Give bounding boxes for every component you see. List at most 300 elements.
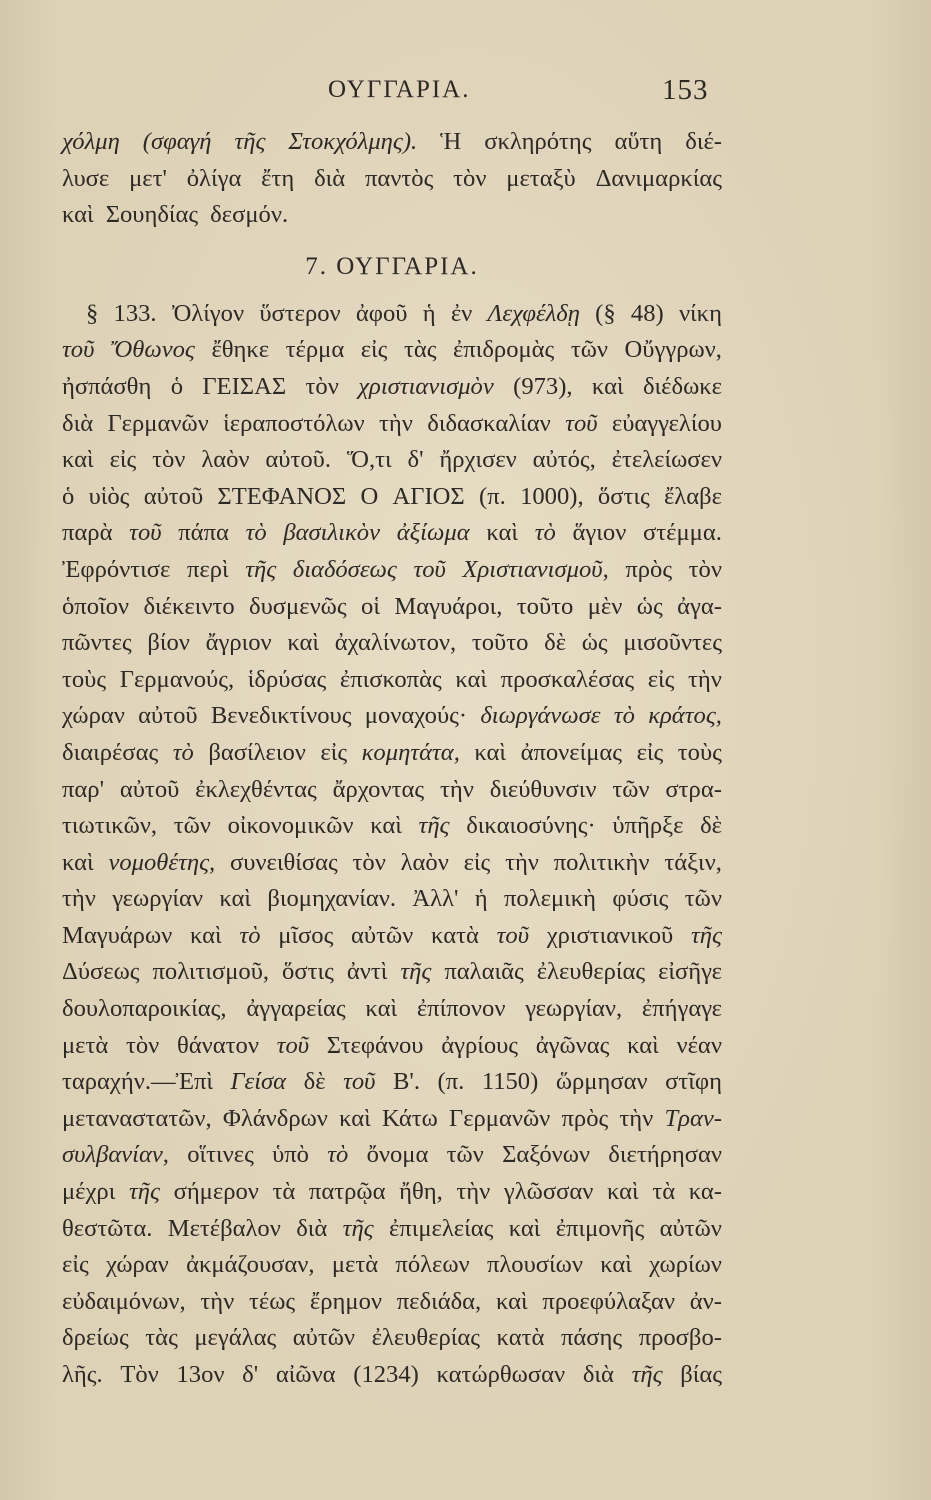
word: τὴν [379, 409, 413, 437]
word: παλαιᾶς [444, 958, 524, 986]
word: ἔρημον [309, 1287, 382, 1315]
word: τὸ [239, 921, 261, 949]
text-line [62, 589, 722, 626]
word: δεσμόν. [210, 201, 289, 229]
word: Ὄθωνος [110, 336, 195, 364]
text-line [62, 772, 722, 809]
word: ἄρχοντας [332, 775, 425, 803]
word: ἐπίπονον [416, 995, 506, 1023]
word: ὁποῖον [62, 592, 130, 620]
word: τῶν [173, 812, 211, 840]
text-line [62, 698, 722, 735]
word: διέδωκε [642, 372, 722, 400]
word: ἐπιμελείας [388, 1214, 494, 1242]
text-line [62, 808, 722, 845]
word: τοῦ [565, 409, 598, 437]
word: τῆς [631, 1361, 663, 1388]
text-line [62, 845, 722, 882]
word: πεδιάδα, [396, 1287, 482, 1315]
word: ἄγριον [205, 629, 272, 657]
word: τὰ [652, 1178, 676, 1206]
word: καὶ [370, 812, 402, 840]
word: βίον [147, 629, 190, 657]
word: τῶν [570, 336, 609, 364]
text-line [62, 1320, 722, 1357]
word: ὅστις [597, 482, 650, 510]
word: ἀγρίους [441, 1031, 519, 1059]
word: ταραχήν.—Ἐπὶ [62, 1068, 213, 1096]
word: αὐτῶν [351, 921, 414, 949]
word: χώραν [105, 1251, 169, 1279]
word: δ' [242, 1361, 259, 1388]
word: Βενεδικτίνους [210, 702, 352, 730]
text-line [62, 1357, 722, 1394]
word: ἤθη, [399, 1178, 443, 1206]
word: πρὸς [625, 555, 673, 583]
word: καὶ [591, 372, 624, 400]
word: χριστιανικοῦ [546, 921, 674, 949]
word: καὶ [455, 665, 488, 693]
word: ἤρχισεν [439, 446, 517, 474]
word: εἰς [636, 738, 664, 766]
word: νομοθέτης, [108, 848, 216, 876]
word: τοῦ [276, 1031, 310, 1059]
word: τὸ [327, 1141, 349, 1169]
word: διέ- [685, 128, 722, 155]
word: Γείσα [230, 1068, 287, 1096]
word: τὸ [534, 519, 556, 547]
word: τὴν [200, 1287, 235, 1315]
word: ἐν [450, 299, 473, 327]
word: τοῦ [413, 555, 446, 583]
word: τιωτικῶν, [62, 812, 158, 840]
word: Ὅ,τι [346, 446, 392, 474]
word: ΑΓΙΟΣ [392, 482, 465, 510]
word: μεταναστατῶν, [62, 1104, 212, 1132]
word: τῆς [418, 812, 450, 840]
text-line [62, 954, 722, 991]
word: ἀν- [689, 1287, 722, 1315]
word: Ἐφρόντισε [62, 555, 171, 583]
word: εἰς [320, 738, 348, 766]
word: τὰς [145, 1324, 178, 1352]
word: στρα- [665, 775, 722, 803]
word: ἐτελείωσεν [611, 446, 722, 474]
word: τὴν [439, 775, 474, 803]
word: 13ον [176, 1361, 225, 1388]
text-line [62, 369, 722, 406]
text-line [62, 197, 722, 234]
word: καὶ [508, 1214, 541, 1242]
word: τὰς [403, 336, 437, 364]
word: κράτος, [648, 702, 722, 730]
page-number: 153 [662, 74, 709, 106]
word: οἱ [361, 592, 380, 620]
word: ἐπήγαγε [641, 995, 722, 1023]
text-line [62, 161, 722, 198]
text-line [62, 1284, 722, 1321]
word: βασίλειον [208, 738, 306, 766]
word: ἔτη [261, 164, 295, 192]
text-line [62, 332, 722, 369]
word: τέρμα [285, 336, 345, 364]
text-line [62, 625, 722, 662]
word: τὴν [505, 848, 539, 876]
word: Κάτω [381, 1104, 438, 1132]
word: τοῦ [129, 519, 162, 547]
word: διὰ [62, 409, 94, 437]
word: καὶ [62, 201, 94, 229]
text-line [62, 1211, 722, 1248]
page-header [0, 72, 931, 112]
text-line [62, 515, 722, 552]
word: υἱὸς [88, 482, 130, 510]
word: καὶ [219, 885, 252, 913]
word: Ὀλίγον [171, 299, 245, 327]
word: Γερμανῶν [448, 1104, 551, 1132]
word: τὸν [453, 164, 487, 192]
word: καὶ [339, 1104, 371, 1132]
word: Φλάνδρων [222, 1104, 328, 1132]
word: τὸν [352, 848, 386, 876]
text-line [62, 918, 722, 955]
word: ἀφοῦ [355, 299, 408, 327]
text-line [62, 662, 722, 699]
word: ὄνομα [366, 1141, 429, 1169]
word: καὶ [365, 995, 398, 1023]
word: δρείως [62, 1324, 129, 1352]
word: τῆς [342, 1214, 374, 1242]
word: διὰ [314, 164, 346, 192]
word: παρὰ [62, 519, 113, 547]
text-line [62, 1064, 722, 1101]
word: τὸν [688, 555, 722, 583]
word: νέαν [676, 1031, 722, 1059]
word: Γερμανούς, [119, 665, 235, 693]
word: εὐδαιμόνων, [62, 1287, 186, 1315]
word: ἀγῶνας [535, 1031, 610, 1059]
word: (973), [513, 372, 573, 400]
word: τῆς [234, 128, 266, 155]
word: προσκαλέσας [500, 665, 635, 693]
word: λαὸν [201, 446, 250, 474]
word: τῆς [400, 958, 432, 986]
word: ἱεραποστόλων [223, 409, 365, 437]
word: τὸν [152, 446, 186, 474]
word: λυσε [62, 164, 110, 192]
word: Β'. [393, 1068, 420, 1096]
word: δὲ [700, 812, 722, 840]
word: καὶ [627, 1031, 659, 1059]
word: τὴν [688, 665, 722, 693]
body-text [62, 124, 722, 1394]
word: χριστιανισμὸν [358, 372, 494, 400]
word: Μαγυάροι, [394, 592, 503, 620]
word: προεφύλαξαν [542, 1287, 675, 1315]
word: κατώρθωσαν [436, 1361, 566, 1388]
text-line [62, 1174, 722, 1211]
word: 48) [630, 299, 664, 327]
word: ὁ [170, 372, 183, 400]
word: ἐλευθερίας [536, 958, 646, 986]
word: λαὸν [400, 848, 449, 876]
word: τὴν [456, 1178, 491, 1206]
word: Τὸν [120, 1361, 159, 1388]
section-heading: 7. ΟΥΓΓΑΡΙΑ. [305, 252, 479, 280]
running-title: ΟΥΓΓΑΡΙΑ. [328, 76, 471, 103]
word: εἰς [463, 848, 491, 876]
word: διέκειντο [143, 592, 235, 620]
word: κατὰ [431, 921, 479, 949]
word: νίκη [678, 299, 722, 327]
word: ἀγα- [677, 592, 722, 620]
word: πατρῷα [308, 1178, 386, 1206]
word: εὐαγγελίου [611, 409, 722, 437]
word: αὐτῶν [659, 1214, 722, 1242]
word: εἰς [647, 665, 675, 693]
word: δ' [407, 446, 424, 474]
word: τοῦ [62, 336, 95, 364]
text-line [62, 124, 722, 161]
word: στῖφη [665, 1068, 722, 1096]
word: στέμμα. [643, 519, 722, 547]
word: διδασκαλίαν [427, 409, 551, 437]
word: παρ' [62, 775, 105, 803]
word: ἀντὶ [346, 958, 388, 986]
word: ΣΤΕΦΑΝΟΣ [217, 482, 347, 510]
word: δυσμενῶς [249, 592, 347, 620]
word: πόλεων [395, 1251, 470, 1279]
word: ὀλίγα [186, 164, 242, 192]
word: διὰ [296, 1214, 328, 1242]
word: (σφαγή [142, 128, 212, 155]
word: (1234) [353, 1361, 419, 1388]
word: συνειθίσας [229, 848, 338, 876]
word: συλβανίαν, [62, 1141, 169, 1169]
word: Χριστιανισμοῦ, [462, 555, 609, 583]
word: ἐπιδρομὰς [452, 336, 555, 364]
word: ὡς [636, 592, 663, 620]
word: αὐτοῦ [119, 775, 180, 803]
word: βασιλικὸν [283, 519, 381, 547]
word: τὴν [619, 1104, 654, 1132]
word: ὥρμησαν [555, 1068, 648, 1096]
word: τὸ [613, 702, 635, 730]
word: καὶ [600, 1251, 632, 1279]
word: ἐπισκοπὰς [339, 665, 442, 693]
word: χόλμη [62, 128, 120, 155]
word: μετὰ [331, 1251, 379, 1279]
word: διὰ [582, 1361, 614, 1388]
word: αἰῶνα [275, 1361, 336, 1388]
text-line [62, 1101, 722, 1138]
word: τὸν [305, 372, 339, 400]
word: εἰσῆγε [658, 958, 722, 986]
word: τέως [249, 1287, 296, 1315]
word: εἰς [360, 336, 388, 364]
word: Γερμανῶν [107, 409, 209, 437]
word: δὲ [303, 1068, 326, 1096]
word: αὐτοῦ [138, 702, 198, 730]
text-line [62, 1137, 722, 1174]
word: γλῶσσαν [503, 1178, 594, 1206]
word: δικαιοσύνης· [466, 812, 596, 840]
word: ὑπῆρξε [612, 812, 684, 840]
text-line [62, 881, 722, 918]
word: γεωργίαν [112, 885, 203, 913]
word: ὁ [62, 482, 75, 510]
word: γεωργίαν, [525, 995, 623, 1023]
word: εἰς [62, 1251, 89, 1279]
word: τῶν [446, 1141, 484, 1169]
word: ἀχαλίνωτον, [334, 629, 457, 657]
word: αὐτῶν [292, 1324, 356, 1352]
word: μῖσος [278, 921, 334, 949]
word: 133. [113, 299, 157, 327]
word: ὕστερον [259, 299, 341, 327]
word: ἱδρύσας [247, 665, 327, 693]
word: Λεχφέλδῃ [487, 299, 580, 327]
word: ἐπιμονῆς [555, 1214, 645, 1242]
word: κα- [688, 1178, 722, 1206]
word: τάξιν, [664, 848, 722, 876]
word: αὐτός, [532, 446, 596, 474]
word: σκληρότης [484, 128, 592, 155]
word: Μετέβαλον [167, 1214, 281, 1242]
word: βίας [680, 1361, 722, 1388]
word: μετὰ [62, 1031, 109, 1059]
word: τῆς [245, 555, 277, 583]
word: καὶ [495, 1287, 528, 1315]
text-line [62, 406, 722, 443]
word: (§ [595, 299, 616, 327]
word: ἡ [422, 299, 436, 327]
word: καὶ [62, 446, 94, 474]
word: § [86, 299, 99, 327]
word: μεγάλας [194, 1324, 277, 1352]
word: ΓΕΙΣΑΣ [202, 372, 287, 400]
word: (π. [437, 1068, 465, 1096]
word: πολιτικὴν [553, 848, 650, 876]
word: πλουσίων [486, 1251, 583, 1279]
text-line [62, 735, 722, 772]
word: μέχρι [62, 1178, 116, 1206]
word: καὶ [486, 519, 519, 547]
word: Ἡ [440, 128, 462, 155]
text-line [62, 442, 722, 479]
word: χώραν [62, 702, 125, 730]
word: Δανιμαρκίας [595, 164, 722, 192]
text-line [62, 296, 722, 333]
text-line [62, 479, 722, 516]
word: Μαγυάρων [62, 921, 173, 949]
word: εἰς [109, 446, 137, 474]
word: προσβο- [638, 1324, 722, 1352]
word: Τραν- [664, 1104, 722, 1132]
word: Ἀλλ' [412, 885, 459, 913]
word: μετ' [129, 164, 167, 192]
word: καὶ [474, 738, 507, 766]
word: πρὸς [561, 1104, 609, 1132]
word: ὑπὸ [272, 1141, 309, 1169]
word: πάπα [178, 519, 229, 547]
word: Στοκχόλμης). [288, 128, 418, 155]
word: λῆς. [62, 1361, 103, 1388]
word: ἐλευθερίας [371, 1324, 480, 1352]
word: καὶ [287, 629, 320, 657]
word: διετήρησαν [608, 1141, 722, 1169]
word: τὸν [125, 1031, 160, 1059]
word: ὡς [581, 629, 608, 657]
word: ἀξίωμα [396, 519, 470, 547]
text-line [62, 1247, 722, 1284]
word: αὐτοῦ [143, 482, 204, 510]
word: τοῦτο [471, 629, 529, 657]
word: ἔθηκε [211, 336, 270, 364]
text-line [62, 991, 722, 1028]
word: τῶν [684, 885, 722, 913]
word: τὰ [272, 1178, 296, 1206]
word: τῆς [128, 1178, 160, 1206]
word: περὶ [186, 555, 229, 583]
word: ἀγγαρείας [246, 995, 346, 1023]
word: μοναχούς· [364, 702, 468, 730]
word: μεταξὺ [506, 164, 576, 192]
word: ἡ [474, 885, 488, 913]
word: αὕτη [614, 128, 663, 155]
word: οἵτινες [187, 1141, 254, 1169]
word: Σαξόνων [502, 1141, 591, 1169]
word: πάσης [560, 1324, 623, 1352]
word: ἅγιον [572, 519, 627, 547]
word: (π. [479, 482, 506, 510]
word: διαδόσεως [292, 555, 397, 583]
word: τοῦ [496, 921, 529, 949]
word: τὸ [172, 738, 194, 766]
word: ἔλαβε [663, 482, 722, 510]
word: καὶ [607, 1178, 639, 1206]
word: τοῦ [343, 1068, 376, 1096]
word: δουλοπαροικίας, [62, 995, 227, 1023]
word: μὲν [587, 592, 623, 620]
word: καὶ [189, 921, 222, 949]
word: κομητάτα, [361, 738, 460, 766]
word: τοὺς [62, 665, 107, 693]
word: μισοῦντες [623, 629, 722, 657]
word: τῆς [690, 921, 722, 949]
word: σήμερον [173, 1178, 259, 1206]
word: φύσις [612, 885, 669, 913]
word: αὐτοῦ. [265, 446, 331, 474]
word: διωργάνωσε [480, 702, 601, 730]
word: θεστῶτα. [62, 1214, 153, 1242]
word: ἀκμάζουσαν, [186, 1251, 315, 1279]
word: τὸ [245, 519, 267, 547]
word: Σουηδίας [105, 201, 199, 229]
word: οἰκονομικῶν [227, 812, 354, 840]
word: παντὸς [364, 164, 434, 192]
text-line [62, 1028, 722, 1065]
word: τὴν [62, 885, 96, 913]
word: Οὔγγρων, [624, 336, 722, 364]
word: ἐκλεχθέντας [195, 775, 317, 803]
word: 1150) [481, 1068, 539, 1096]
word: δὲ [544, 629, 567, 657]
word: ἠσπάσθη [62, 372, 152, 400]
word: Στεφάνου [326, 1031, 424, 1059]
word: θάνατον [176, 1031, 259, 1059]
word: τοὺς [677, 738, 722, 766]
